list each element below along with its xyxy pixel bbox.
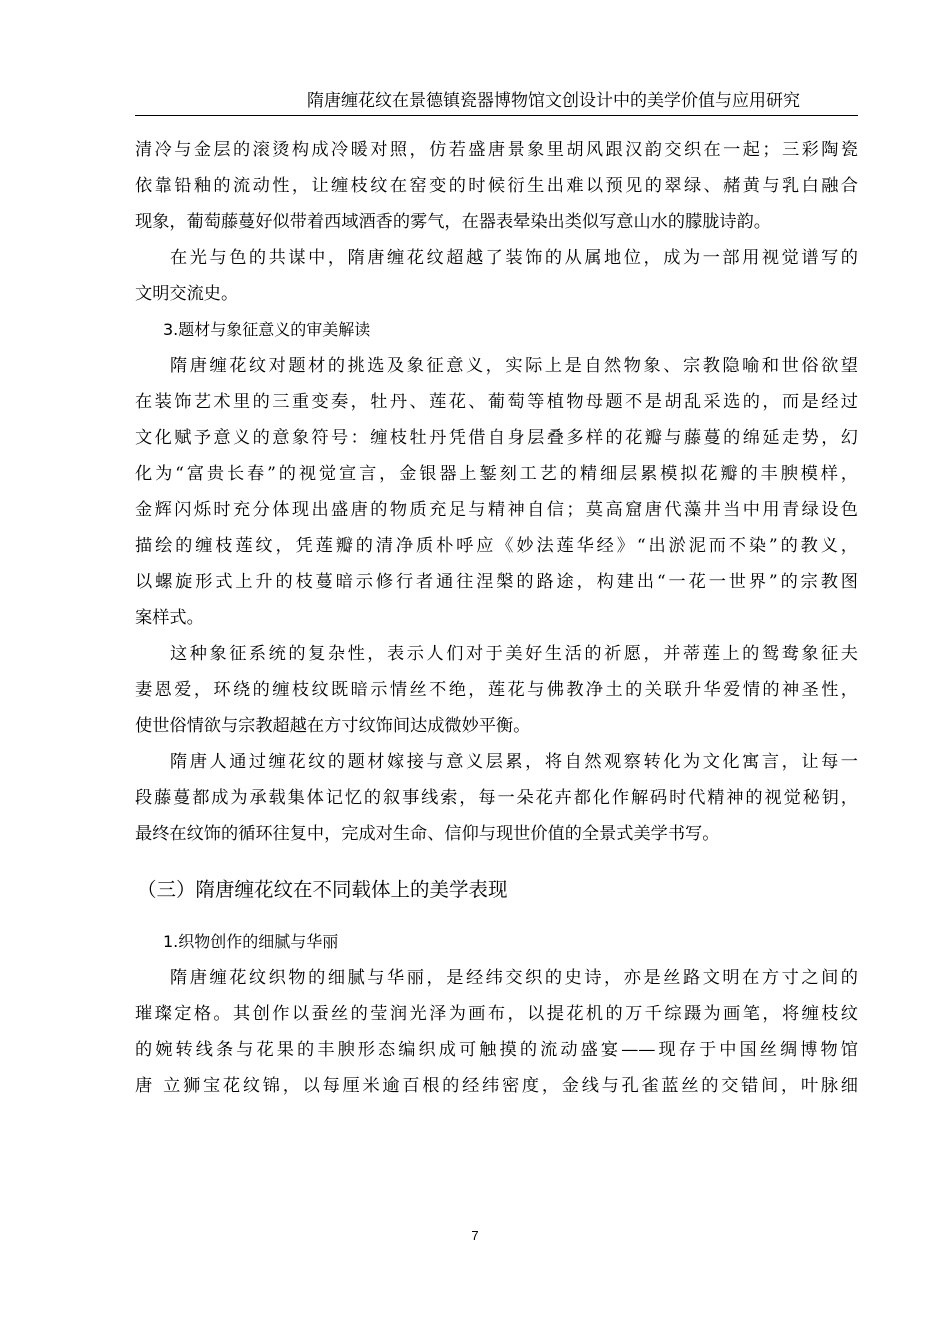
text-line: 的婉转线条与花果的丰腴形态编织成可触摸的流动盛宴——现存于中国丝绸博物馆 — [135, 1040, 858, 1060]
paragraph-3 — [135, 348, 858, 636]
running-header: 隋唐缠花纹在景德镇瓷器博物馆文创设计中的美学价值与应用研究 — [135, 88, 858, 116]
paragraph-1 — [135, 132, 858, 240]
text-line: 清冷与金层的滚烫构成冷暖对照，仿若盛唐景象里胡风跟汉韵交织在一起；三彩陶瓷 — [135, 140, 858, 160]
page-number: 7 — [471, 1228, 479, 1243]
text-line: 使世俗情欲与宗教超越在方寸纹饰间达成微妙平衡。 — [135, 716, 531, 736]
paragraph-6 — [135, 960, 858, 1104]
text-line: 描绘的缠枝莲纹，凭莲瓣的清净质朴呼应《妙法莲华经》“出淤泥而不染”的教义， — [135, 536, 858, 556]
text-line: 在装饰艺术里的三重变奏，牡丹、莲花、葡萄等植物母题不是胡乱采选的，而是经过 — [135, 392, 858, 412]
paragraph-5 — [135, 744, 858, 852]
text-line: 金辉闪烁时充分体现出盛唐的物质充足与精神自信；莫高窟唐代藻井当中用青绿设色 — [135, 500, 858, 520]
text-line: 化为“富贵长春”的视觉宣言，金银器上錾刻工艺的精细层累模拟花瓣的丰腴模样， — [135, 464, 858, 484]
text-line: 段藤蔓都成为承载集体记忆的叙事线索，每一朵花卉都化作解码时代精神的视觉秘钥， — [135, 788, 858, 808]
paragraph-2 — [135, 240, 858, 312]
section-heading-3: 3.题材与象征意义的审美解读 — [163, 320, 371, 339]
text-line: 唐 立狮宝花纹锦，以每厘米逾百根的经纬密度，金线与孔雀蓝丝的交错间，叶脉细 — [135, 1076, 858, 1096]
text-line: 案样式。 — [135, 608, 204, 628]
text-line: 文明交流史。 — [135, 284, 239, 304]
paragraph-4 — [135, 636, 858, 744]
section-heading-3: 1.织物创作的细腻与华丽 — [163, 932, 339, 951]
text-line: 妻恩爱，环绕的缠枝纹既暗示情丝不绝，莲花与佛教净土的关联升华爱情的神圣性， — [135, 680, 858, 700]
spacer — [135, 908, 858, 924]
text-line: 隋唐人通过缠花纹的题材嫁接与意义层累，将自然观察转化为文化寓言，让每一 — [170, 752, 858, 772]
text-line: 文化赋予意义的意象符号：缠枝牡丹凭借自身层叠多样的花瓣与藤蔓的绵延走势，幻 — [135, 428, 858, 448]
text-line: 这种象征系统的复杂性，表示人们对于美好生活的祈愿，并蒂莲上的鸳鸯象征夫 — [170, 644, 858, 664]
spacer — [135, 852, 858, 872]
text-line: 以螺旋形式上升的枝蔓暗示修行者通往涅槃的路途，构建出“一花一世界”的宗教图 — [135, 572, 858, 592]
text-line: 依靠铅釉的流动性，让缠枝纹在窑变的时候衍生出难以预见的翠绿、赭黄与乳白融合 — [135, 176, 858, 196]
text-line: 最终在纹饰的循环往复中，完成对生命、信仰与现世价值的全景式美学书写。 — [135, 824, 720, 844]
text-line: 现象，葡萄藤蔓好似带着西域酒香的雾气，在器表晕染出类似写意山水的朦胧诗韵。 — [135, 212, 771, 232]
text-line: 隋唐缠花纹织物的细腻与华丽，是经纬交织的史诗，亦是丝路文明在方寸之间的 — [170, 968, 858, 988]
text-line: 隋唐缠花纹对题材的挑选及象征意义，实际上是自然物象、宗教隐喻和世俗欲望 — [170, 356, 858, 376]
body-content — [135, 132, 858, 1104]
text-line: 璀璨定格。其创作以蚕丝的莹润光泽为画布，以提花机的万千综蹑为画笔，将缠枝纹 — [135, 1004, 858, 1024]
text-line: 在光与色的共谋中，隋唐缠花纹超越了装饰的从属地位，成为一部用视觉谱写的 — [170, 248, 858, 268]
section-heading-2: （三）隋唐缠花纹在不同载体上的美学表现 — [137, 878, 508, 901]
